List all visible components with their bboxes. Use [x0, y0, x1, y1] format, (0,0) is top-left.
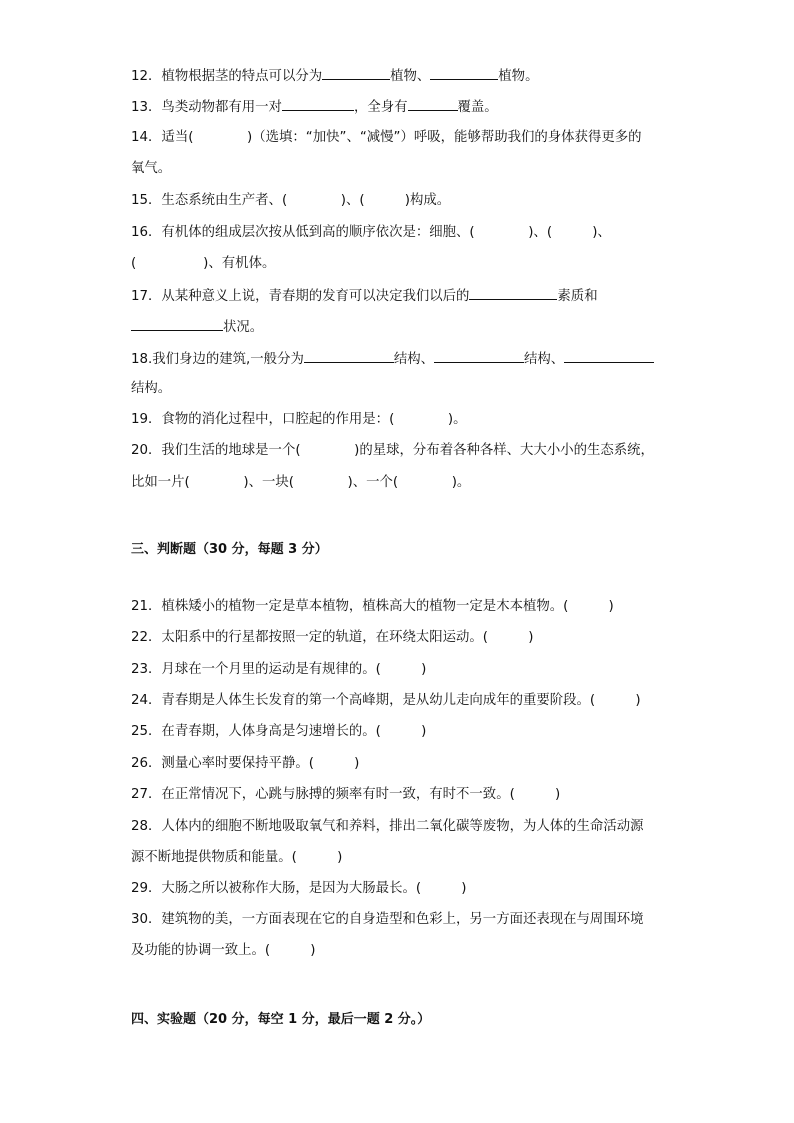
q17-blank-2[interactable]	[131, 317, 223, 331]
q12-text-c: 植物。	[498, 69, 539, 84]
question-28-line-2: 源不断地提供物质和能量。( )	[131, 850, 343, 865]
q12-blank-1[interactable]	[322, 66, 390, 80]
question-20-line-1: 20．我们生活的地球是一个( )的星球，分布着各种各样、大大小小的生态系统，	[131, 443, 654, 458]
q12-text-a: 12．植物根据茎的特点可以分为	[131, 69, 323, 84]
question-29: 29．大肠之所以被称作大肠，是因为大肠最长。( )	[131, 881, 467, 896]
question-16-line-1: 16．有机体的组成层次按从低到高的顺序依次是：细胞、( )、( )、	[131, 225, 611, 240]
q17-blank-1[interactable]	[469, 286, 557, 300]
question-24: 24．青春期是人体生长发育的第一个高峰期，是从幼儿走向成年的重要阶段。( )	[131, 693, 641, 708]
q13-blank-2[interactable]	[408, 97, 458, 111]
q12-text-b: 植物、	[390, 69, 431, 84]
question-18-line-1	[131, 349, 654, 369]
question-20-line-2: 比如一片( )、一块( )、一个( )。	[131, 475, 471, 490]
question-27: 27．在正常情况下，心跳与脉搏的频率有时一致，有时不一致。( )	[131, 787, 561, 802]
q13-blank-1[interactable]	[282, 97, 354, 111]
q13-text-a: 13．鸟类动物都有用一对	[131, 100, 282, 115]
q18-blank-2[interactable]	[434, 349, 524, 363]
question-14-line-2: 氧气。	[131, 161, 172, 176]
q17-text-b: 素质和	[557, 289, 598, 304]
q17-text-c: 状况。	[223, 320, 264, 335]
question-16-line-2: ( )、有机体。	[131, 256, 276, 271]
question-22: 22．太阳系中的行星都按照一定的轨道，在环绕太阳运动。( )	[131, 630, 534, 645]
question-12	[131, 66, 538, 86]
q13-text-c: 覆盖。	[457, 100, 498, 115]
section-4-heading: 四、实验题（20 分，每空 1 分，最后一题 2 分。）	[131, 1012, 431, 1027]
question-17-line-2	[131, 317, 263, 337]
question-28-line-1: 28．人体内的细胞不断地吸取氧气和养料，排出二氧化碳等废物，为人体的生命活动源	[131, 819, 644, 834]
question-25: 25．在青春期，人体身高是匀速增长的。( )	[131, 724, 427, 739]
question-23: 23．月球在一个月里的运动是有规律的。( )	[131, 662, 427, 677]
q12-blank-2[interactable]	[430, 66, 498, 80]
q17-text-a: 17．从某种意义上说，青春期的发育可以决定我们以后的	[131, 289, 470, 304]
question-15: 15．生态系统由生产者、( )、( )构成。	[131, 193, 451, 208]
question-30-line-2: 及功能的协调一致上。( )	[131, 943, 316, 958]
question-17-line-1	[131, 286, 598, 306]
question-21: 21．植株矮小的植物一定是草本植物，植株高大的植物一定是木本植物。( )	[131, 599, 614, 614]
q18-text-a: 18.我们身边的建筑,一般分为	[131, 352, 304, 367]
question-14-line-1: 14．适当( )（选填：“加快”、“减慢”）呼吸，能够帮助我们的身体获得更多的	[131, 130, 642, 145]
q18-blank-1[interactable]	[304, 349, 394, 363]
q18-text-b: 结构、	[393, 352, 435, 367]
q18-blank-3[interactable]	[564, 349, 654, 363]
question-26: 26．测量心率时要保持平静。( )	[131, 756, 360, 771]
q13-text-b: ，全身有	[353, 100, 408, 115]
section-3-heading: 三、判断题（30 分，每题 3 分）	[131, 542, 328, 557]
question-18-line-2: 结构。	[131, 381, 172, 396]
question-13	[131, 97, 498, 117]
q18-text-c: 结构、	[524, 352, 565, 367]
question-30-line-1: 30．建筑物的美，一方面表现在它的自身造型和色彩上，另一方面还表现在与周围环境	[131, 912, 644, 927]
question-19: 19．食物的消化过程中，口腔起的作用是：( )。	[131, 412, 467, 427]
